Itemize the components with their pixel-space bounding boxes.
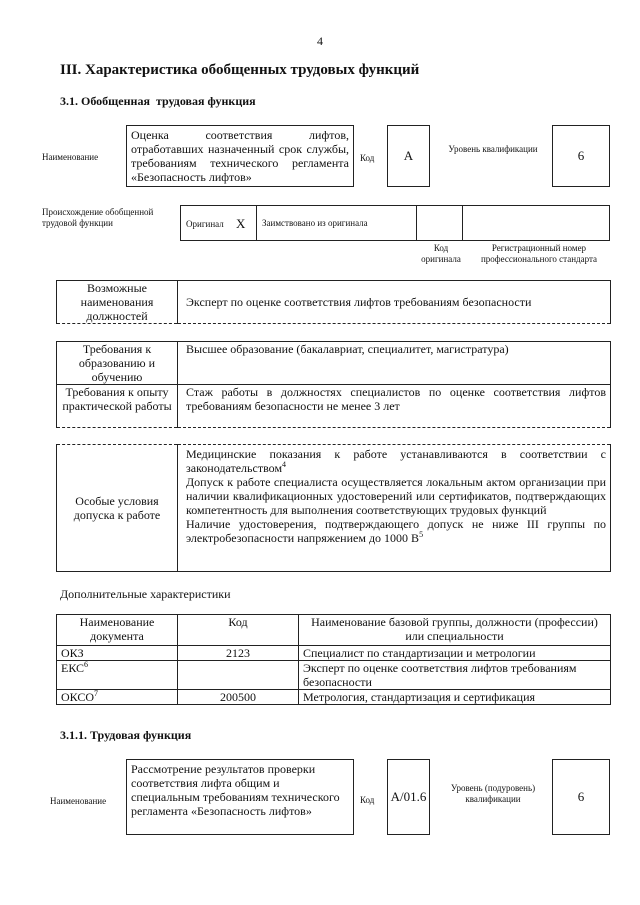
positions-value: Эксперт по оценке соответствия лифтов требованиям безопасности [178,281,611,324]
special-paragraph-electrical [186,517,606,545]
additional-table [56,614,611,705]
special-p1-text: Медицинские показания к работе устанавливаются в соответствии с законодательством [186,447,606,475]
tf-name-text: Рассмотрение результатов проверки соответствия лифта общим и специальным требованиям технического регламента «Безопасность лифтов» [131,762,340,818]
gtf-level-value: 6 [577,148,585,163]
page-number-text: 4 [317,34,323,48]
requirements-table [56,341,611,428]
gtf-level-label: Уровень квалификации [448,144,538,154]
tf-code-box [387,759,430,835]
special-paragraph-medical [186,447,606,475]
tf-name-box [126,759,354,835]
gtf-code-value: А [403,148,414,163]
gtf-name-box [126,125,354,187]
origin-label: Происхождение обобщенной трудовой функции [42,207,154,228]
additional-name: Метрология, стандартизация и сертификация [299,690,611,705]
additional-code: 200500 [178,690,299,705]
section-title: III. Характеристика обобщенных трудовых функций [60,62,420,78]
tf-name-label: Наименование [50,796,107,806]
additional-name: Специалист по стандартизации и метрологии [299,646,611,661]
requirement-value: Стаж работы в должностях специалистов по оценке соответствия лифтов требованиям безопасности не менее 3 лет [178,385,611,428]
gtf-name-label: Наименование [42,152,99,162]
origin-code-caption: Код оригинала [421,243,461,264]
footnote-ref: 4 [282,460,287,469]
origin-original-label: Оригинал [186,219,224,229]
tf-code-value: А/01.6 [390,789,427,804]
footnote-ref: 7 [94,689,99,698]
requirement-label: Требования к образованию и обучению [57,342,178,385]
tf-level-box [552,759,610,835]
additional-header-name: Наименование базовой группы, должности (профессии) или специальности [299,615,611,646]
special-p3-text: Наличие удостоверения, подтверждающего допуск не ниже III группы по электробезопасности напряжением до 1000 В [186,517,606,545]
tf-level-label: Уровень (подуровень) квалификации [450,783,536,804]
special-label: Особые условия допуска к работе [57,445,178,572]
origin-original-mark: Х [236,216,246,231]
additional-code: 2123 [178,646,299,661]
additional-header-doc: Наименование документа [57,615,178,646]
additional-doc [57,690,178,705]
additional-doc-text: ОКЗ [61,646,84,660]
additional-heading: Дополнительные характеристики [60,587,231,601]
additional-header-code: Код [178,615,299,646]
origin-borrowed-label: Заимствовано из оригинала [262,218,368,228]
additional-doc-text: ЕКС [61,661,85,675]
tf-heading: 3.1.1. Трудовая функция [60,728,192,742]
additional-code [178,661,299,690]
tf-level-value: 6 [577,789,585,804]
footnote-ref: 5 [419,530,424,539]
requirement-label: Требования к опыту практической работы [57,385,178,428]
special-content [178,445,611,572]
origin-divider-2 [416,205,417,241]
origin-divider-3 [462,205,463,241]
gtf-heading: 3.1. Обобщенная трудовая функция [60,94,256,108]
requirement-value: Высшее образование (бакалавриат, специалитет, магистратура) [178,342,611,385]
gtf-code-box [387,125,430,187]
origin-divider-1 [256,205,257,241]
additional-doc [57,646,178,661]
requirement-row-education [57,342,611,385]
page-number [300,34,340,49]
positions-label: Возможные наименования должностей [57,281,178,324]
additional-doc [57,661,178,690]
tf-code-label: Код [360,795,375,805]
table-row [57,661,611,690]
special-paragraph-admission: Допуск к работе специалиста осуществляется локальным актом организации при наличии квалификационных удостоверений или сертификатов, подтверждающих компетентность для выполнения соответствующих трудовых функций [186,475,606,517]
special-table [56,444,611,572]
additional-doc-text: ОКСО [61,690,95,704]
additional-name: Эксперт по оценке соответствия лифтов требованиям безопасности [299,661,611,690]
table-row [57,690,611,705]
requirement-row-experience [57,385,611,428]
gtf-level-box [552,125,610,187]
additional-header-row [57,615,611,646]
footnote-ref: 6 [84,660,89,669]
gtf-code-label: Код [360,153,375,163]
origin-reg-caption: Регистрационный номер профессионального стандарта [480,243,598,264]
table-row [57,646,611,661]
gtf-name-text: Оценка соответствия лифтов, отработавших назначенный срок службы, требованиям технического регламента «Безопасность лифтов» [131,128,349,184]
positions-table [56,280,611,324]
